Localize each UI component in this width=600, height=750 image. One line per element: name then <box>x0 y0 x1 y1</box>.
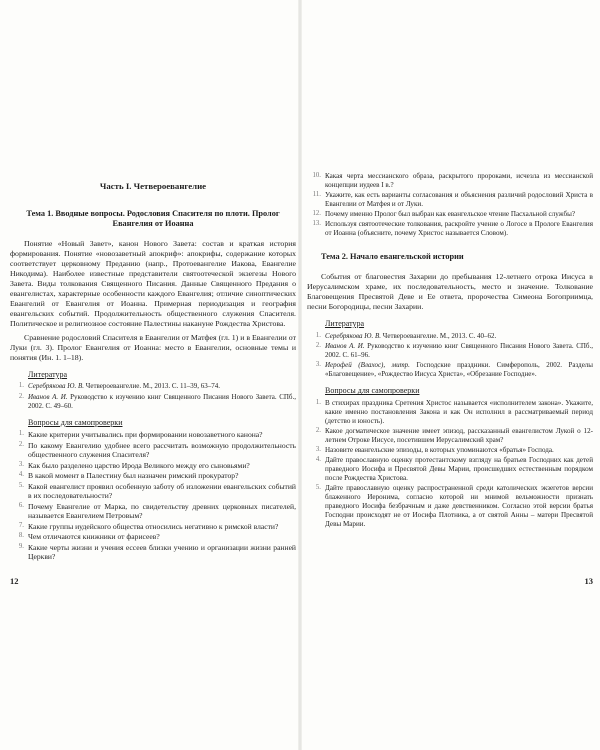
question-text: Какие черты жизни и учения ессеев близки учению и организации жизни ранней Церкви? <box>28 542 296 562</box>
question-item <box>307 191 593 209</box>
list-number: 9. <box>18 542 24 550</box>
literature-list <box>10 382 296 410</box>
question-item <box>10 543 296 562</box>
question-item <box>307 456 593 483</box>
list-number: 6. <box>18 501 24 509</box>
question-text: Какой евангелист проявил особенную заботу об изложении евангельских событий в их последовательности? <box>28 481 296 501</box>
literature-item <box>307 342 593 360</box>
question-item <box>307 172 593 190</box>
question-text: Какие группы иудейского общества относились негативно к римской власти? <box>28 521 279 531</box>
questions-list-continued <box>307 172 593 238</box>
questions-heading: Вопросы для самопроверки <box>325 386 420 396</box>
question-item <box>10 502 296 521</box>
theme-1-title: Тема 1. Вводные вопросы. Родословия Спасителя по плоти. Пролог Евангелия от Иоанна <box>26 208 280 229</box>
question-text: Почему именно Пролог был выбран как евангельское чтение Пасхальной службы? <box>325 210 575 218</box>
question-text: Какая черта мессианского образа, раскрытого пророками, исчезла из мессианской концепции иудеев I в.? <box>325 172 593 189</box>
question-item <box>10 441 296 460</box>
question-text: Как было разделено царство Ирода Великого между его сыновьями? <box>28 460 250 470</box>
question-text: В стихирах праздника Сретения Христос называется «исполнителем закона». Укажите, какие именно постановления Закона и как Он исполнил в рассматриваемый период (детство и юность). <box>325 398 593 425</box>
ref-text: Руководство к изучению книг Священного Писания Нового Завета. СПб., 2002. С. 49–60. <box>28 392 296 410</box>
list-number: 3. <box>18 460 24 468</box>
literature-item <box>307 361 593 379</box>
ref-text: Руководство к изучению книг Священного Писания Нового Завета. СПб., 2002. С. 61–96. <box>325 342 593 359</box>
questions-list <box>10 430 296 561</box>
question-text: Дайте православную оценку распространенной среди католических экзегетов версии блаженного Иеронима, согласно которой ни мнимой вельможности признать праведного Иосифа безбрачным и даже девственником. Согласно этой версии братья Господни происходят не от Иосифа Плотника, а от святой Анны – матери Пресвятой Девы Марии. <box>325 483 593 528</box>
list-number: 10. <box>312 172 321 179</box>
page-number-right: 13 <box>584 576 593 586</box>
question-item <box>307 427 593 445</box>
part-title: Часть I. Четвероевангелие <box>99 181 207 191</box>
question-item <box>10 471 296 480</box>
question-item <box>10 532 296 541</box>
ref-text: Четвероевангелие. М., 2013. С. 40–62. <box>382 331 497 340</box>
ref-author: Серебрякова Ю. В. <box>325 331 382 340</box>
literature-list <box>307 332 593 380</box>
ref-author: Иванов А. И. <box>325 342 365 351</box>
question-text: Какие критерии учитывались при формировании новозаветного канона? <box>28 430 263 440</box>
list-number: 2. <box>18 392 24 400</box>
question-text: Дайте православную оценку протестантскому взгляду на братьев Господних как детей праведного Иосифа и Пресвятой Девы Марии, происшедших естественным порядком после Рождества Христова. <box>325 455 593 482</box>
ref-author: Иерофей (Влахос), митр. <box>325 361 410 370</box>
page-number-left: 12 <box>10 576 19 586</box>
ref-text: Господские праздники. Симферополь, 2002. Разделы «Благовещение», «Рождество Иисуса Христа», «Обрезание Господне». <box>325 361 593 379</box>
right-page-content <box>307 172 593 530</box>
literature-heading: Литература <box>325 318 365 328</box>
list-number: 1. <box>315 331 321 339</box>
question-item <box>10 522 296 531</box>
question-text: Укажите, как есть варианты согласования и объяснения различий родословий Христа в Евангелии от Матфея и от Луки. <box>325 191 593 208</box>
list-number: 3. <box>315 361 321 369</box>
theme-1-paragraph-1: Понятие «Новый Завет», канон Нового Завета: состав и краткая история формирования. Понятие «новозаветный апокриф»: апокрифы, содержание которых соответствует церковному Преданию (напр., Протоевангелие Иакова, Евангелие Никодима). Наиболее известные представители святоотеческой экзегезы Нового Завета. Виды толкования Священного Писания. Данные Священного Предания о евангелистах, характерные особенности каждого Евангелия; отличие синоптических Евангелий от Евангелия от Иоанна. Примерная периодизация и география евангельских событий. Продолжительность общественного служения Спасителя. Политическое и религиозное состояние Палестины накануне Рождества Христова. <box>10 239 296 329</box>
question-text: Назовите евангельские эпизоды, в которых упоминаются «братья» Господа. <box>325 445 554 454</box>
left-page-content <box>10 181 296 563</box>
question-item <box>10 430 296 439</box>
question-text: По какому Евангелию удобнее всего рассчитать возможную продолжительность общественного служения Спасителя? <box>28 440 296 460</box>
theme-2-paragraph: События от благовестия Захарии до пребывания 12-летнего отрока Иисуса в Иерусалимском храме, их последовательность, место и значение. Толкование Благовещения Пресвятой Деве и Ее ответа, пророчества Симеона Богоприимца, песни Богородицы, песни Захарии. <box>307 271 593 311</box>
book-gutter <box>298 0 302 750</box>
theme-2-title: Тема 2. Начало евангельской истории <box>321 252 464 261</box>
question-item <box>307 484 593 529</box>
list-number: 1. <box>18 382 24 390</box>
list-number: 11. <box>312 191 321 198</box>
list-number: 2. <box>315 342 321 350</box>
question-text: В какой момент в Палестину был назначен римский прокуратор? <box>28 471 239 481</box>
list-number: 2. <box>18 440 24 448</box>
list-number: 5. <box>18 481 24 489</box>
literature-item <box>307 332 593 341</box>
list-number: 12. <box>312 210 321 217</box>
list-number: 1. <box>18 430 24 438</box>
list-number: 2. <box>315 426 321 434</box>
list-number: 3. <box>315 445 321 453</box>
questions-list <box>307 399 593 529</box>
question-item <box>10 461 296 470</box>
question-item <box>307 210 593 219</box>
list-number: 7. <box>18 521 24 529</box>
list-number: 13. <box>312 220 321 227</box>
ref-author: Серебрякова Ю. В. <box>28 382 85 391</box>
question-item <box>307 220 593 238</box>
right-page <box>307 0 593 750</box>
list-number: 4. <box>18 471 24 479</box>
left-page <box>10 0 296 750</box>
question-text: Используя святоотеческие толкования, раскройте учение о Логосе в Прологе Евангелия от Иоанна (объясните, почему Христос называется Словом). <box>325 220 593 237</box>
literature-item <box>10 382 296 391</box>
questions-heading: Вопросы для самопроверки <box>28 417 123 427</box>
question-item <box>307 446 593 455</box>
question-item <box>307 399 593 426</box>
question-text: Почему Евангелие от Марка, по свидетельству древних церковных писателей, называется Евангелием Петровым? <box>28 501 296 521</box>
list-number: 5. <box>315 483 321 491</box>
list-number: 1. <box>315 398 321 406</box>
list-number: 8. <box>18 532 24 540</box>
question-text: Какое догматическое значение имеет эпизод, рассказанный евангелистом Лукой о 12-летнем Отроке Иисусе, посетившем Иерусалимский храм? <box>325 426 593 444</box>
question-item <box>10 482 296 501</box>
question-text: Чем отличаются книжники от фарисеев? <box>28 532 160 542</box>
literature-item <box>10 393 296 411</box>
ref-author: Иванов А. И. <box>28 392 68 401</box>
literature-heading: Литература <box>28 369 68 379</box>
theme-1-paragraph-2: Сравнение родословий Спасителя в Евангелии от Матфея (гл. 1) и в Евангелии от Луки (гл. 3). Пролог Евангелия от Иоанна: место в Евангелии, основные темы и понятия (Ин. 1. 1–18). <box>10 332 296 362</box>
list-number: 4. <box>315 455 321 463</box>
ref-text: Четвероевангелие. М., 2013. С. 11–39, 63–74. <box>85 382 220 391</box>
